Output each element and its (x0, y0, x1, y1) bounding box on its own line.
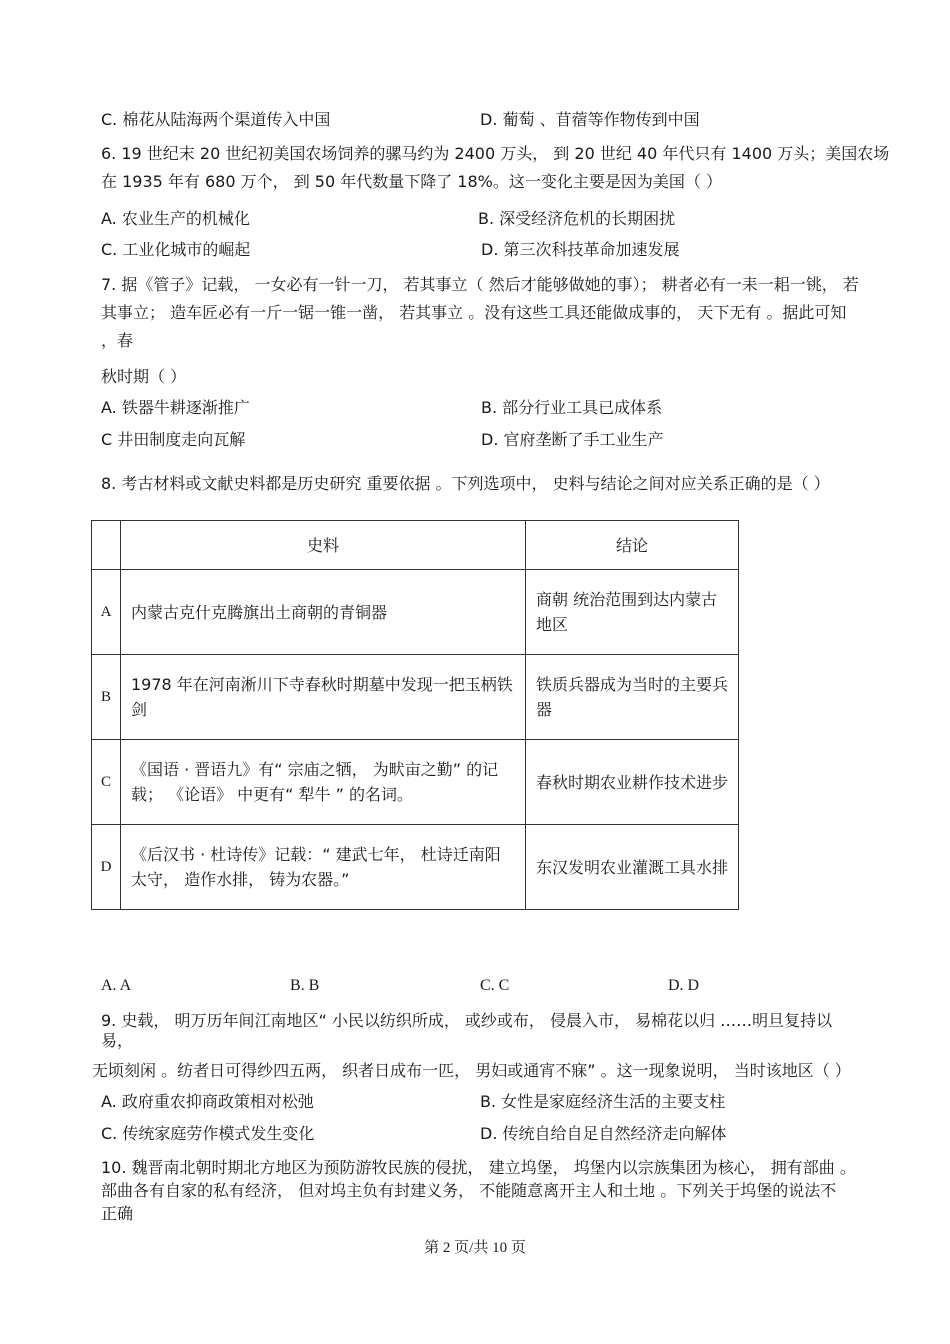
q7-option-d: D. 官府垄断了手工业生产 (481, 430, 664, 449)
row-source (121, 825, 526, 910)
q7-stem-line2: 其事立； 造车匠必有一斤一锯一锥一凿， 若其事立 。没有这些工具还能做成事的， 天下无有 。据此可知 (101, 303, 847, 322)
q9-option-b: B. 女性是家庭经济生活的主要支柱 (480, 1092, 726, 1111)
q7-stem-line4: 秋时期（ ） (101, 367, 187, 386)
q8-option-c: C. C (480, 977, 510, 994)
q8-option-a: A. A (101, 977, 132, 994)
source-line: 剑 (131, 700, 148, 719)
row-conclusion (526, 655, 739, 740)
q10-stem-line1: 10. 魏晋南北朝时期北方地区为预防游牧民族的侵扰， 建立坞堡， 坞堡内以宗族集团为核心， 拥有部曲 。 (101, 1158, 856, 1177)
q10-stem-line3: 正确 (101, 1204, 134, 1223)
q8-source-table (91, 520, 739, 910)
conclusion-line: 器 (536, 700, 553, 719)
conclusion-line: 地区 (536, 615, 569, 634)
q6-stem-line2: 在 1935 年有 680 万个， 到 50 年代数量下降了 18%。这一变化主要是因为美国（ ） (101, 172, 722, 191)
q6-option-a: A. 农业生产的机械化 (101, 209, 250, 228)
source-line: 载； 《论语》 中更有“ 犁牛 ” 的名词。 (131, 785, 414, 804)
row-label: B (92, 655, 121, 740)
row-conclusion (526, 740, 739, 825)
table-row (92, 570, 739, 655)
q9-stem-line3: 无顷刻闲 。纺者日可得纱四五两， 织者日成布一匹， 男妇或通宵不寐” 。这一现象说明， 当时该地区（ ） (92, 1061, 851, 1080)
q10-stem-line2: 部曲各有自家的私有经济， 但对坞主负有封建义务， 不能随意离开主人和土地 。下列关于坞堡的说法不 (101, 1181, 837, 1200)
row-source (121, 570, 526, 655)
conclusion-line: 春秋时期农业耕作技术进步 (536, 772, 729, 792)
q9-stem-line1: 9. 史载， 明万历年间江南地区“ 小民以纺织所成， 或纱或布， 侵晨入市， 易棉花以归 ……明旦复持以 (101, 1011, 833, 1030)
q8-option-b: B. B (290, 977, 320, 994)
source-line: 1978 年在河南淅川下寺春秋时期墓中发现一把玉柄铁 (131, 675, 513, 694)
q5-option-d: D. 葡萄 、苜蓿等作物传到中国 (480, 110, 700, 129)
conclusion-line: 商朝 统治范围到达内蒙古 (536, 590, 718, 609)
source-line: 《后汉书 · 杜诗传》记载：“ 建武七年， 杜诗迁南阳 (131, 845, 501, 864)
table-row (92, 655, 739, 740)
q9-stem-line2: 易， (101, 1031, 134, 1050)
source-line: 内蒙古克什克腾旗出土商朝的青铜器 (131, 602, 388, 622)
table-row (92, 740, 739, 825)
q6-option-b: B. 深受经济危机的长期困扰 (478, 209, 676, 228)
q8-stem: 8. 考古材料或文献史料都是历史研究 重要依据 。下列选项中， 史料与结论之间对应关系正确的是（ ） (101, 474, 830, 493)
row-label: D (92, 825, 121, 910)
source-line: 太守， 造作水排， 铸为农器。” (131, 870, 350, 889)
q6-option-c: C. 工业化城市的崛起 (101, 240, 251, 259)
q7-option-a: A. 铁器牛耕逐渐推广 (101, 398, 250, 417)
row-source (121, 740, 526, 825)
q9-option-d: D. 传统自给自足自然经济走向解体 (480, 1124, 727, 1143)
q6-option-d: D. 第三次科技革命加速发展 (481, 240, 680, 259)
table-header-row (92, 521, 739, 570)
conclusion-line: 铁质兵器成为当时的主要兵 (536, 675, 729, 694)
table-header-source: 史料 (121, 521, 526, 570)
row-label: C (92, 740, 121, 825)
row-label: A (92, 570, 121, 655)
conclusion-line: 东汉发明农业灌溉工具水排 (536, 857, 729, 877)
q7-stem-line1: 7. 据《管子》记载， 一女必有一针一刀， 若其事立（ 然后才能够做她的事）； 耕者必有一耒一耜一铫， 若 (101, 275, 859, 294)
table-row (92, 825, 739, 910)
q9-option-c: C. 传统家庭劳作模式发生变化 (101, 1124, 315, 1143)
q5-option-c: C. 棉花从陆海两个渠道传入中国 (101, 110, 331, 129)
table-header-conclusion: 结论 (526, 521, 739, 570)
q7-option-c: C 井田制度走向瓦解 (101, 430, 246, 449)
q9-option-a: A. 政府重农抑商政策相对松弛 (101, 1092, 314, 1111)
q7-stem-line3: ，春 (101, 331, 134, 350)
row-conclusion (526, 825, 739, 910)
source-line: 《国语 · 晋语九》有“ 宗庙之牺， 为畎亩之勤” 的记 (131, 760, 499, 779)
q7-option-b: B. 部分行业工具已成体系 (481, 398, 663, 417)
page-number: 第 2 页/共 10 页 (424, 1240, 526, 1256)
row-source (121, 655, 526, 740)
q8-option-d: D. D (668, 977, 700, 994)
q6-stem-line1: 6. 19 世纪末 20 世纪初美国农场饲养的骡马约为 2400 万头， 到 20 世纪 40 年代只有 1400 万头；美国农场 (101, 144, 890, 163)
table-header-blank (92, 521, 121, 570)
row-conclusion (526, 570, 739, 655)
